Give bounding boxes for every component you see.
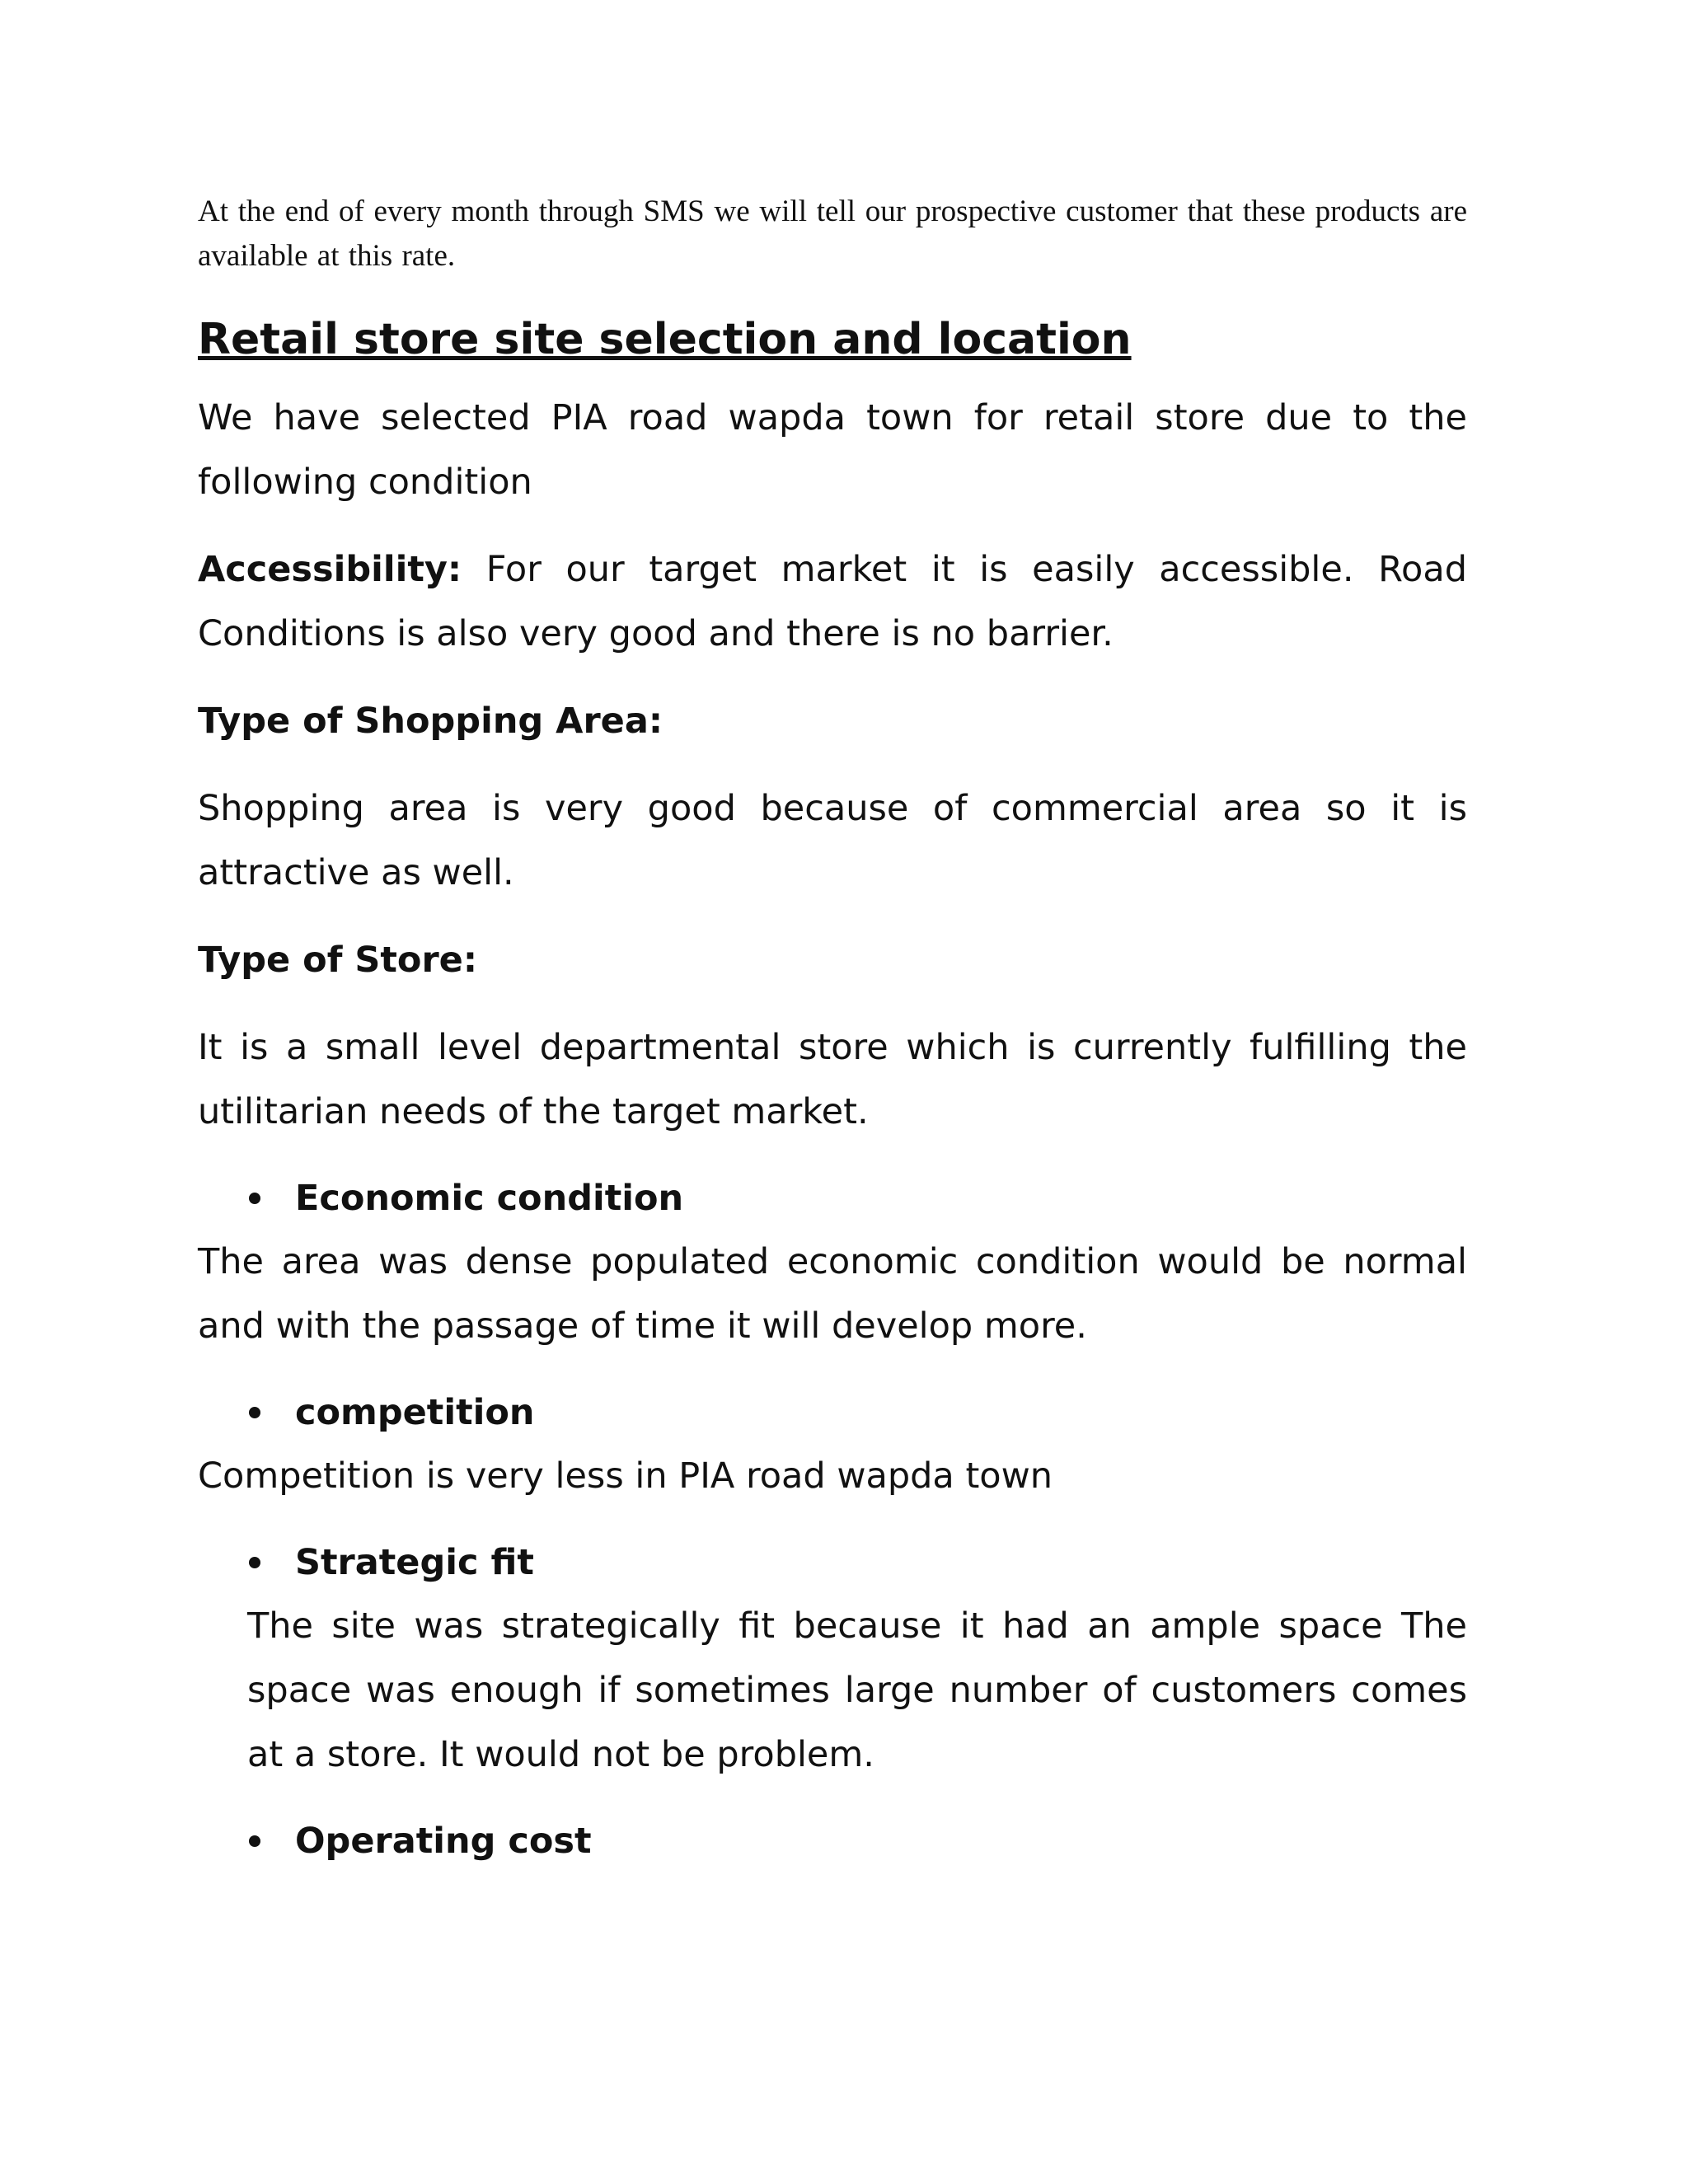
economic-paragraph: The area was dense populated economic condition would be normal and with the passage of time it will develop more. — [198, 1241, 1467, 1347]
bullet-title: Operating cost — [295, 1821, 592, 1862]
bullet-icon — [249, 1557, 260, 1568]
bullet-icon — [249, 1193, 260, 1204]
shopping-area-heading: Type of Shopping Area: — [198, 701, 663, 742]
bullet-strategic-fit — [249, 1531, 1467, 1594]
bullet-economic — [249, 1167, 1467, 1230]
accessibility-text: For our target market it is easily accessible. Road Conditions is also very good and there is no barrier. — [198, 549, 1467, 654]
bullet-icon — [249, 1835, 260, 1847]
section-title: Retail store site selection and location — [198, 315, 1132, 364]
bullet-title: Economic condition — [295, 1178, 684, 1219]
bullet-title: Strategic fit — [295, 1542, 534, 1583]
store-type-paragraph: It is a small level departmental store which is currently fulfilling the utilitarian needs of the target market. — [198, 1027, 1467, 1132]
accessibility-paragraph — [198, 537, 1467, 666]
bullet-competition — [249, 1381, 1467, 1444]
strategic-fit-paragraph: The site was strategically fit because it had an ample space The space was enough if sometimes large number of customers comes at a store. It would not be problem. — [247, 1605, 1467, 1775]
selection-paragraph: We have selected PIA road wapda town for retail store due to the following condition — [198, 397, 1467, 503]
store-type-heading: Type of Store: — [198, 940, 478, 981]
bullet-title: competition — [295, 1392, 535, 1433]
document-page — [198, 190, 1467, 1872]
bullet-operating-cost — [249, 1810, 1467, 1872]
accessibility-label: Accessibility: — [198, 549, 462, 590]
competition-paragraph: Competition is very less in PIA road wapda town — [198, 1455, 1053, 1497]
bullet-icon — [249, 1407, 260, 1418]
shopping-area-paragraph: Shopping area is very good because of commercial area so it is attractive as well. — [198, 788, 1467, 893]
intro-paragraph: At the end of every month through SMS we will tell our prospective customer that these products are available at this rate. — [198, 194, 1467, 273]
